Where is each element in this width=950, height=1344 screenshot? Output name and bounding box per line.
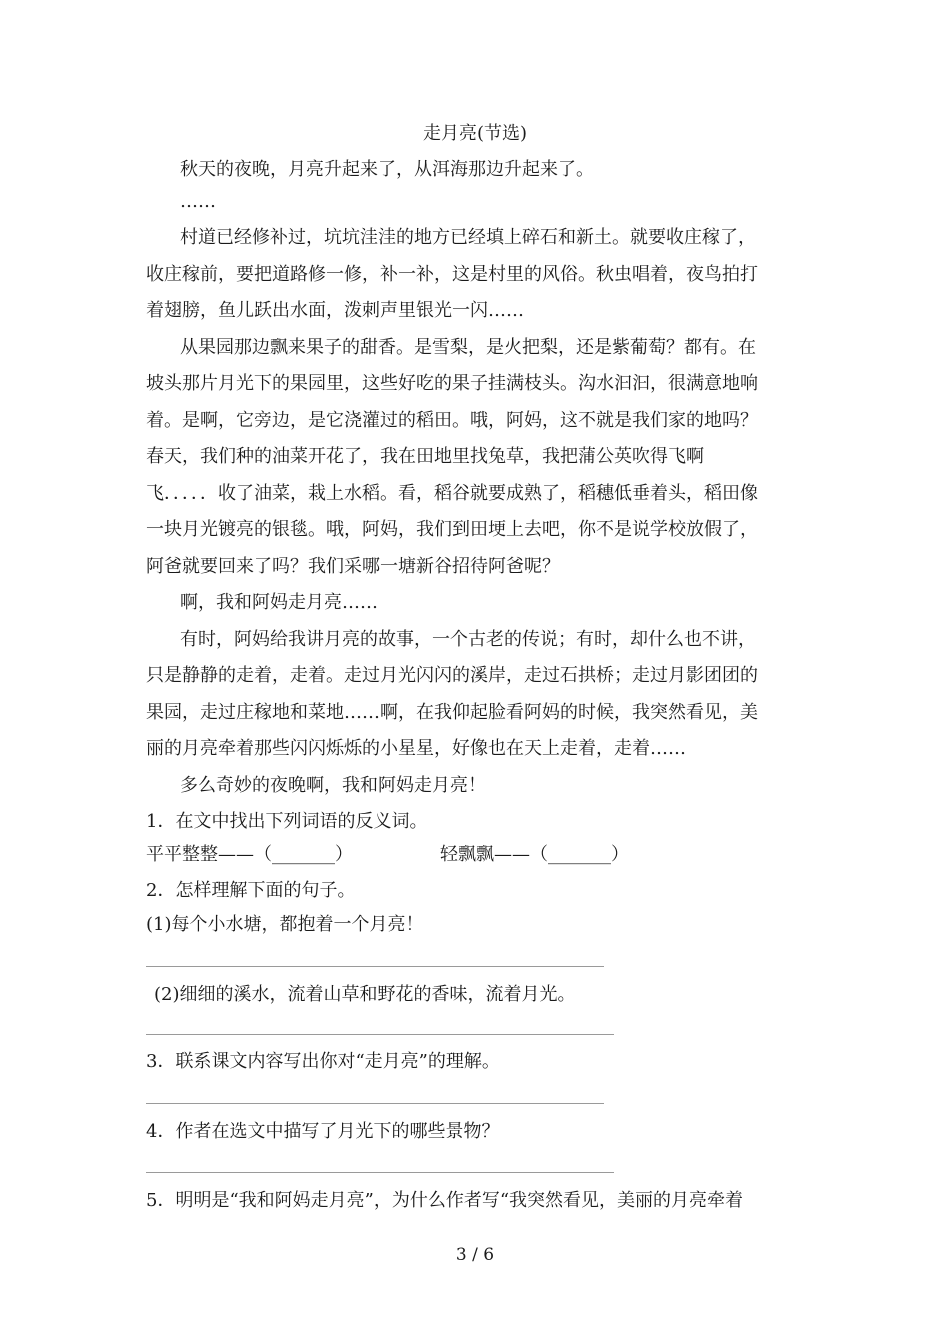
page-number: 3 / 6 [455, 1245, 495, 1265]
passage-paragraph-2-line-1: 村道已经修补过，坑坑洼洼的地方已经填上碎石和新土。就要收庄稼了， [180, 227, 756, 248]
question-2: 2．怎样理解下面的句子。 [146, 880, 356, 901]
passage-paragraph-5-line-3: 果园，走过庄稼地和菜地……啊，在我仰起脸看阿妈的时候，我突然看见，美 [146, 702, 758, 723]
passage-paragraph-2-line-2: 收庄稼前，要把道路修一修，补一补，这是村里的风俗。秋虫唱着，夜鸟拍打 [146, 264, 758, 285]
passage-paragraph-5-line-2: 只是静静的走着，走着。走过月光闪闪的溪岸，走过石拱桥；走过月影团团的 [146, 665, 758, 686]
passage-paragraph-3-line-4: 春天，我们种的油菜开花了，我在田地里找兔草，我把蒲公英吹得飞啊 [146, 446, 704, 467]
question-2-part-2: (2)细细的溪水，流着山草和野花的香味，流着月光。 [154, 984, 576, 1005]
question-1-item-a[interactable]: 平平整整——（_______） [146, 844, 353, 865]
passage-title: 走月亮(节选) [422, 123, 528, 144]
question-5: 5．明明是“我和阿妈走月亮”，为什么作者写“我突然看见，美丽的月亮牵着 [146, 1190, 744, 1211]
passage-paragraph-3-line-7: 阿爸就要回来了吗？我们采哪一塘新谷招待阿爸呢？ [146, 556, 560, 577]
question-3: 3．联系课文内容写出你对“走月亮”的理解。 [146, 1051, 500, 1072]
passage-paragraph-3-line-1: 从果园那边飘来果子的甜香。是雪梨，是火把梨，还是紫葡萄？都有。在 [180, 337, 756, 358]
passage-paragraph-6: 多么奇妙的夜晚啊，我和阿妈走月亮！ [180, 775, 486, 796]
answer-line-3[interactable] [146, 1103, 604, 1104]
question-4: 4．作者在选文中描写了月光下的哪些景物？ [146, 1121, 500, 1142]
passage-paragraph-2-line-3: 着翅膀，鱼儿跃出水面，泼刺声里银光一闪…… [146, 300, 524, 321]
passage-paragraph-3-line-5: 飞．．．．．收了油菜，栽上水稻。看，稻谷就要成熟了，稻穗低垂着头，稻田像 [146, 483, 758, 504]
passage-ellipsis: …… [180, 191, 216, 212]
answer-line-2-2[interactable] [146, 1034, 614, 1035]
question-1: 1．在文中找出下列词语的反义词。 [146, 811, 428, 832]
passage-paragraph-3-line-3: 着。是啊，它旁边，是它浇灌过的稻田。哦，阿妈，这不就是我们家的地吗？ [146, 410, 758, 431]
passage-paragraph-5-line-4: 丽的月亮牵着那些闪闪烁烁的小星星，好像也在天上走着，走着…… [146, 738, 686, 759]
passage-paragraph-3-line-2: 坡头那片月光下的果园里，这些好吃的果子挂满枝头。沟水汩汩，很满意地响 [146, 373, 758, 394]
passage-paragraph-5-line-1: 有时，阿妈给我讲月亮的故事，一个古老的传说；有时，却什么也不讲， [180, 629, 756, 650]
passage-paragraph-1: 秋天的夜晚，月亮升起来了，从洱海那边升起来了。 [180, 159, 594, 180]
passage-paragraph-3-line-6: 一块月光镀亮的银毯。哦，阿妈，我们到田埂上去吧，你不是说学校放假了， [146, 519, 758, 540]
answer-line-2-1[interactable] [146, 966, 604, 967]
question-2-part-1: (1)每个小水塘，都抱着一个月亮！ [146, 914, 424, 935]
answer-line-4[interactable] [146, 1172, 614, 1173]
question-1-item-b[interactable]: 轻飘飘——（_______） [440, 844, 629, 865]
passage-paragraph-4: 啊，我和阿妈走月亮…… [180, 592, 378, 613]
